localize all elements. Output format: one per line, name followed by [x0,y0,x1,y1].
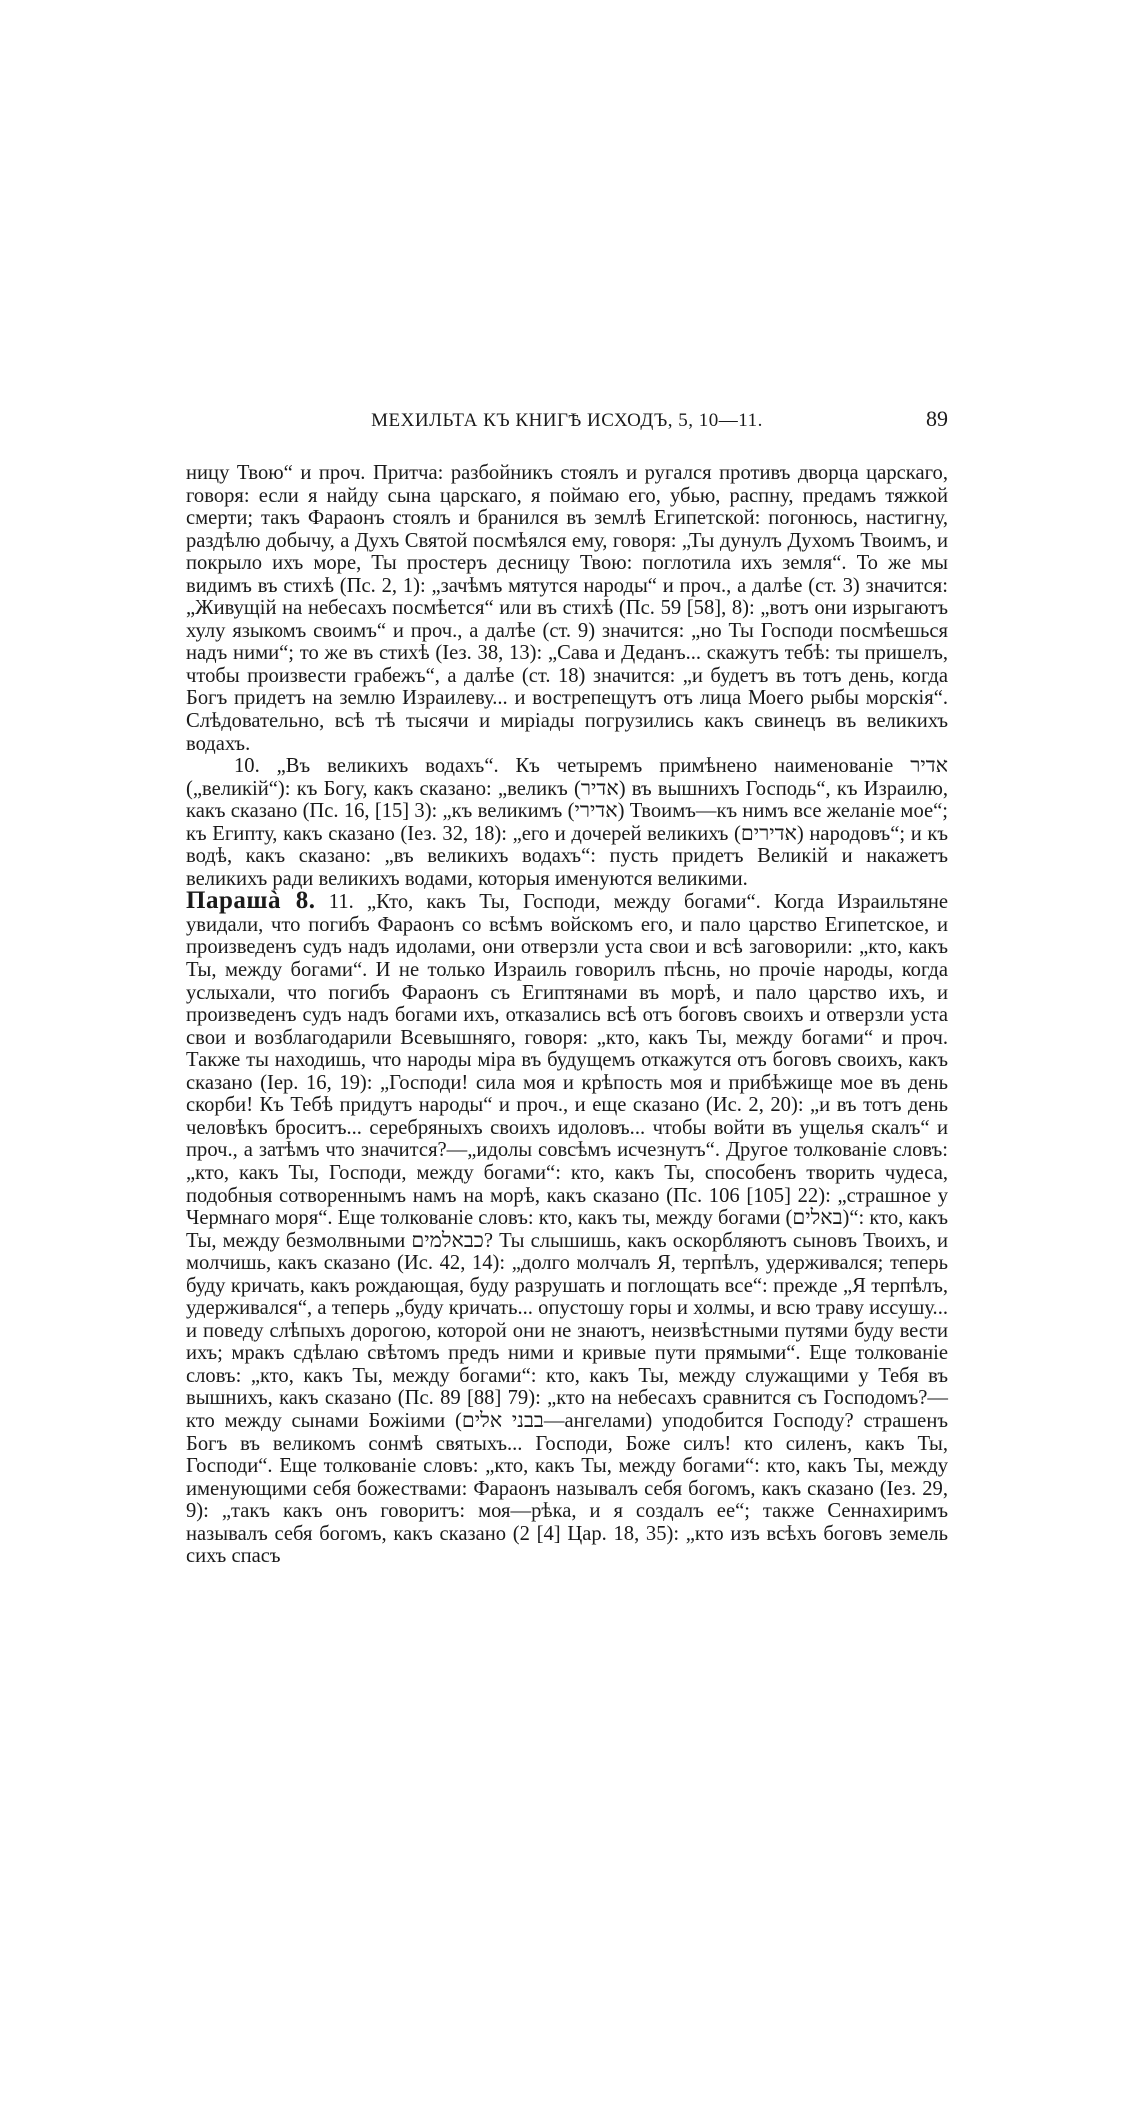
paragraph-continuation: ницу Твою“ и проч. Притча: разбойникъ стоялъ и ругался противъ дворца царскаго, говоря: если я найду сына царскаго, я поймаю его, убью, распну, предамъ тяжкой смерти; такъ Фараонъ стоялъ и бранился въ землѣ Египетской: погонюсь, настигну, раздѣлю добычу, а Духъ Святой посмѣялся ему, говоря: „Ты дунулъ Духомъ Твоимъ, и покрыло ихъ море, Ты простеръ десницу Твою: поглотила ихъ земля“. То же мы видимъ въ стихѣ (Пс. 2, 1): „зачѣмъ мятутся народы“ и проч., а далѣе (ст. 3) значится: „Живущій на небесахъ посмѣется“ или въ стихѣ (Пс. 59 [58], 8): „вотъ они изрыгаютъ хулу языкомъ своимъ“ и проч., а далѣе (ст. 9) значится: „но Ты Господи посмѣешься надъ ними“; то же въ стихѣ (Іез. 38, 13): „Сава и Деданъ... скажутъ тебѣ: ты пришелъ, чтобы произвести грабежъ“, а далѣе (ст. 18) значится: „и будетъ въ тотъ день, когда Богъ придетъ на землю Израилеву... и вострепещутъ отъ лица Моего рыбы морскія“. Слѣдовательно, всѣ тѣ тысячи и миріады погрузились какъ свинецъ въ великихъ водахъ. [186,462,948,755]
section-title: Парашà 8. [186,887,316,915]
paragraph-verse-10: 10. „Въ великихъ водахъ“. Къ четыремъ примѣнено наименованіе אדיר („великій“): къ Богу, какъ сказано: „великъ (אדיר) въ вышнихъ Господь“, къ Израилю, какъ сказано (Пс. 16, [15] 3): „къ великимъ (אדירי) Твоимъ—къ нимъ все желаніе мое“; къ Египту, какъ сказано (Іез. 32, 18): „его и дочерей великихъ (אדירים) народовъ“; и къ водѣ, какъ сказано: „въ великихъ водахъ“: пусть придетъ Великій и накажетъ великихъ ради великихъ водами, которыя именуются великими. [186,755,948,890]
running-title: МЕХИЛЬТА КЪ КНИГѢ ИСХОДЪ, 5, 10—11. [371,410,763,431]
body-text [186,462,948,1568]
page-number: 89 [926,406,948,431]
paragraph-parasha-8 [186,887,948,1568]
section-text: 11. „Кто, какъ Ты, Господи, между богами“. Когда Израильтяне увидали, что погибъ Фараонъ со всѣмъ войскомъ его, и пало царство Египетское, и произведенъ судъ надъ идолами, они отверзли уста свои и всѣ заговорили: „кто, какъ Ты, между богами“. И не только Израиль говорилъ пѣснь, но прочіе народы, когда услыхали, что погибъ Фараонъ съ Египтянами въ морѣ, и пало царство ихъ, и произведенъ судъ надъ богами ихъ, отказались всѣ отъ боговъ своихъ и отверзли уста свои и возблагодарили Всевышняго, говоря: „кто, какъ Ты, между богами“ и проч. Также ты находишь, что народы міра въ будущемъ откажутся отъ боговъ своихъ, какъ сказано (Іер. 16, 19): „Господи! сила моя и крѣпость моя и прибѣжище мое въ день скорби! Къ Тебѣ придутъ народы“ и проч., и еще сказано (Ис. 2, 20): „и въ тотъ день человѣкъ броситъ... серебряныхъ своихъ идоловъ... чтобы войти въ ущелья скалъ“ и проч., а затѣмъ что значится?—„идолы совсѣмъ исчезнутъ“. Другое толкованіе словъ: „кто, какъ Ты, Господи, между богами“: кто, какъ Ты, способенъ творить чудеса, подобныя сотвореннымъ намъ на морѣ, какъ сказано (Пс. 106 [105] 22): „страшное у Чермнаго моря“. Еще толкованіе словъ: кто, какъ ты, между богами (באלים)“: кто, какъ Ты, между безмолвными כבאלמים? Ты слышишь, какъ оскорбляютъ сыновъ Твоихъ, и молчишь, какъ сказано (Ис. 42, 14): „долго молчалъ Я, терпѣлъ, удерживался; теперь буду кричать, какъ рождающая, буду разрушать и поглощать все“: прежде „Я терпѣлъ, удерживался“, а теперь „буду кричать... опустошу горы и холмы, и всю траву иссушу... и поведу слѣпыхъ дорогою, которой они не знаютъ, неизвѣстными путями буду вести ихъ; мракъ сдѣлаю свѣтомъ предъ ними и кривые пути прямыми“. Еще толкованіе словъ: „кто, какъ Ты, между богами“: кто, какъ Ты, между служащими у Тебя въ вышнихъ, какъ сказано (Пс. 89 [88] 79): „кто на небесахъ сравнится съ Господомъ?—кто между сынами Божіими (בבני אלים—ангелами) уподобится Господу? страшенъ Богъ въ великомъ сонмѣ святыхъ... Господи, Боже силъ! кто силенъ, какъ Ты, Господи“. Еще толкованіе словъ: „кто, какъ Ты, между богами“: кто, какъ Ты, между именующими себя божествами: Фараонъ называлъ себя богомъ, какъ сказано (Іез. 29, 9): „такъ какъ онъ говоритъ: моя—рѣка, и я создалъ ее“; также Сеннахиримъ называлъ себя богомъ, какъ сказано (2 [4] Цар. 18, 35): „кто изъ всѣхъ боговъ земель сихъ спасъ [186,891,948,1568]
page-header [186,404,948,438]
